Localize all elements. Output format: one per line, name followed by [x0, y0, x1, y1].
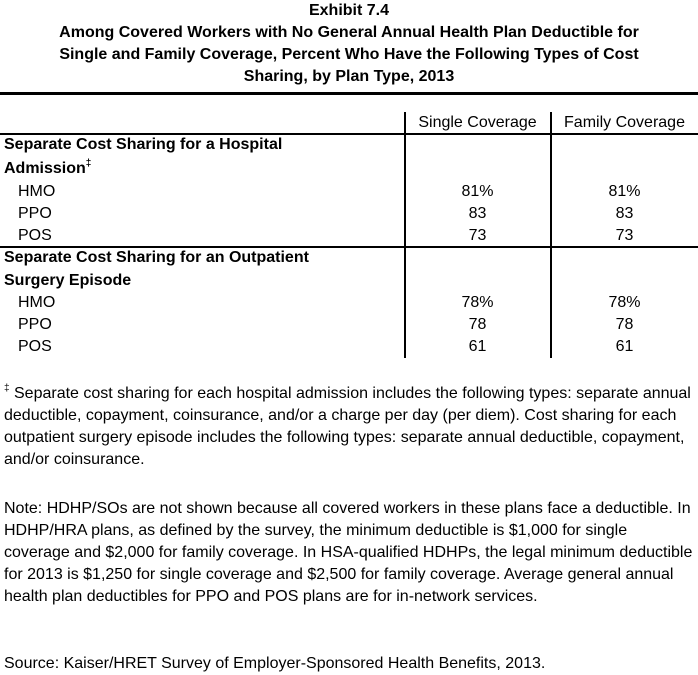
cell-family: 81%: [608, 183, 641, 200]
title-rule: [0, 92, 698, 95]
section-heading-outpatient-line2: Surgery Episode: [4, 272, 132, 289]
exhibit-number: Exhibit 7.4: [308, 2, 390, 19]
row-label: PPO: [18, 205, 52, 222]
footnote: [4, 383, 694, 471]
row-label: POS: [18, 338, 52, 355]
cell-single: 78: [468, 316, 487, 333]
row-label: POS: [18, 227, 52, 244]
section-heading-line: Separate Cost Sharing for a Hospital: [4, 136, 283, 153]
column-header-single: Single Coverage: [418, 114, 537, 131]
exhibit-title: [0, 0, 698, 88]
row-label: HMO: [18, 294, 56, 311]
cell-single: 81%: [461, 183, 494, 200]
cell-family: 83: [615, 205, 634, 222]
section-heading-hospital: [4, 134, 282, 156]
note: Note: HDHP/SOs are not shown because all covered workers in these plans face a deductible. In HDHP/HRA plans, as defined by the survey, the minimum deductible is $1,000 for single coverage and $2,000 for family coverage. In HSA-qualified HDHPs, the legal minimum deductible for 2013 is $1,250 for single coverage and $2,500 for family coverage. Average general annual health plan deductibles for PPO and POS plans are for in-network services.: [4, 500, 693, 605]
cell-family: 61: [615, 338, 634, 355]
source: Source: Kaiser/HRET Survey of Employer-Sponsored Health Benefits, 2013.: [4, 655, 546, 672]
footnote-text: Separate cost sharing for each hospital admission includes the following types: separate annual deductible, copayment, coinsurance, and/or a charge per day (per diem). Cost sharing for each outpatient surgery episode includes the following types: separate annual deductible, copayment, and/or coinsurance.: [4, 385, 691, 468]
row-label: PPO: [18, 316, 52, 333]
cell-single: 78%: [461, 294, 494, 311]
column-header-family: Family Coverage: [564, 114, 685, 131]
section-heading-line: Admission: [4, 160, 86, 177]
title-line-3: Sharing, by Plan Type, 2013: [243, 68, 455, 85]
cell-family: 78: [615, 316, 634, 333]
section-heading-outpatient: Separate Cost Sharing for an Outpatient: [4, 249, 309, 266]
section-heading-hospital-line2: [4, 158, 91, 180]
cell-single: 73: [468, 227, 487, 244]
cell-single: 61: [468, 338, 487, 355]
cell-family: 73: [615, 227, 634, 244]
title-line-1: Among Covered Workers with No General Annual Health Plan Deductible for: [59, 24, 639, 41]
cell-single: 83: [468, 205, 487, 222]
row-label: HMO: [18, 183, 56, 200]
cell-family: 78%: [608, 294, 641, 311]
double-dagger-mark: ‡: [85, 158, 92, 169]
title-line-2: Single and Family Coverage, Percent Who Have the Following Types of Cost: [59, 46, 639, 63]
double-dagger-mark: ‡: [4, 383, 10, 394]
